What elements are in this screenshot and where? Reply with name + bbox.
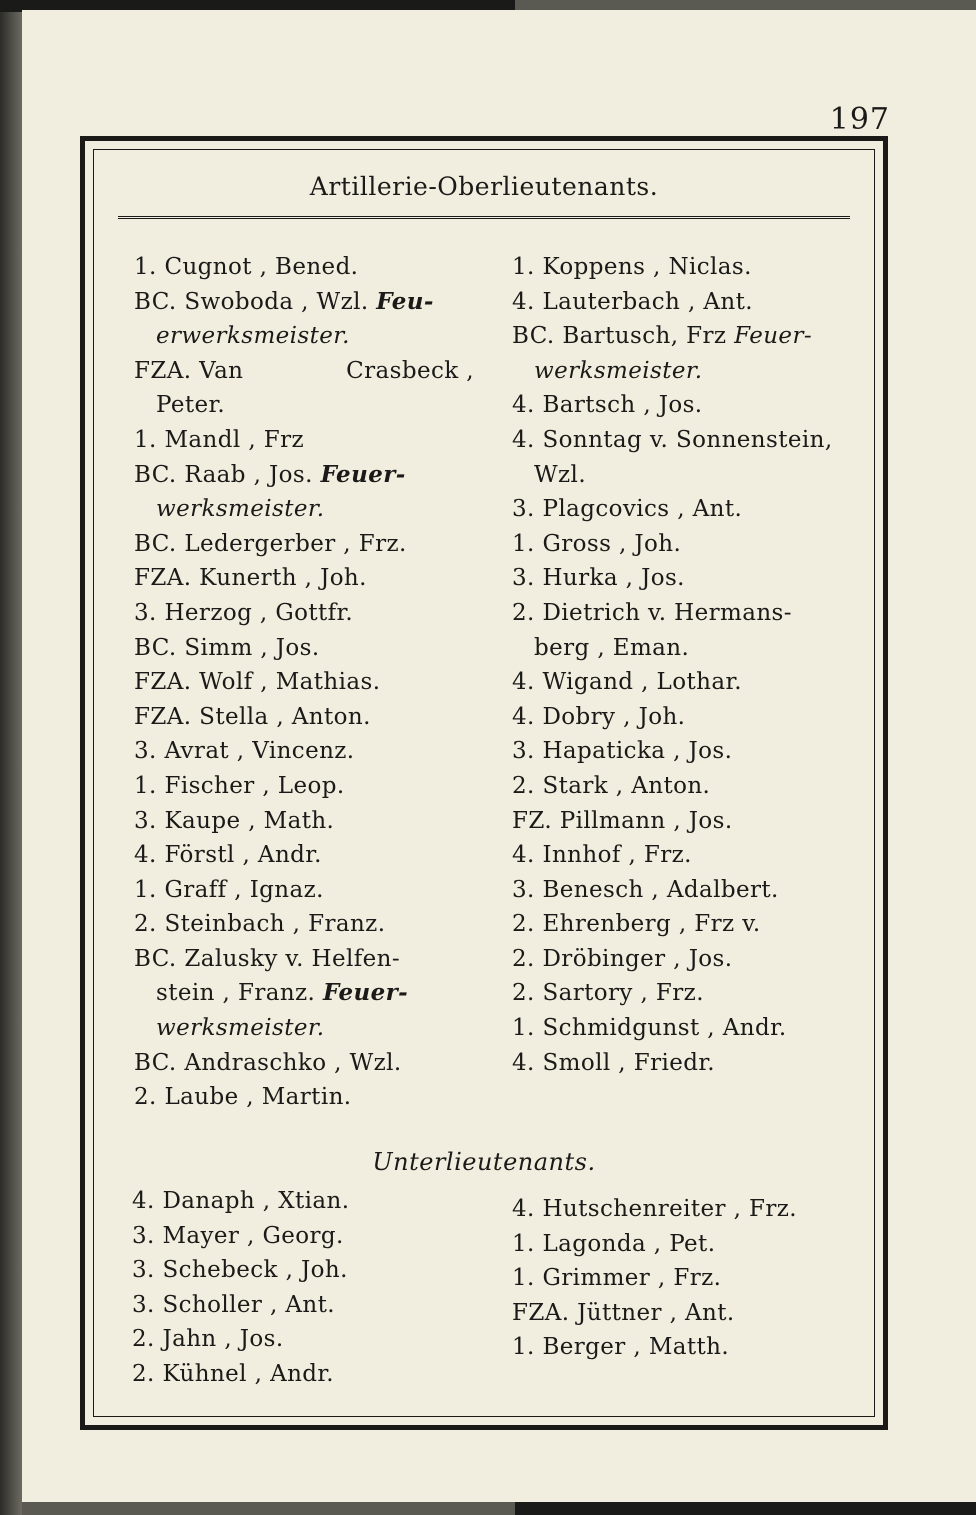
entry-text: 1. Mandl , Frz xyxy=(134,426,305,453)
entry-text: BC. Raab , Jos. xyxy=(134,461,321,488)
entry-text: 2. Dröbinger , Jos. xyxy=(512,945,733,972)
entry-text: 4. Smoll , Friedr. xyxy=(512,1049,715,1076)
entry-line xyxy=(512,1011,892,1046)
entry-line xyxy=(134,838,494,873)
page-number: 197 xyxy=(829,102,890,137)
entry-text: 4. Bartsch , Jos. xyxy=(512,392,703,419)
entry-line xyxy=(134,423,494,458)
entry-text: BC. Bartusch, Frz xyxy=(512,323,735,350)
entry-line xyxy=(512,1261,892,1296)
entry-text: BC. Andraschko , Wzl. xyxy=(134,1049,402,1076)
entry-line xyxy=(512,423,892,458)
entry-line xyxy=(512,458,892,493)
entry-text: 1. Koppens , Niclas. xyxy=(512,254,752,280)
entry-text: 4. Dobry , Joh. xyxy=(512,703,686,730)
entry-text: 3. Hapaticka , Jos. xyxy=(512,738,733,765)
entry-text: Peter. xyxy=(156,392,226,419)
entry-text: 4. Wigand , Lothar. xyxy=(512,669,743,696)
entry-line xyxy=(134,492,494,527)
entry-line xyxy=(134,873,494,908)
entry-text: 3. Herzog , Gottfr. xyxy=(134,599,354,626)
entry-line xyxy=(512,700,892,735)
entry-line xyxy=(512,354,892,389)
entry-line xyxy=(512,561,892,596)
entry-text: 2. Stark , Anton. xyxy=(512,772,711,799)
entry-line xyxy=(134,458,494,493)
entry-text: 1. Gross , Joh. xyxy=(512,530,682,557)
entry-text: 4. Sonntag v. Sonnenstein, xyxy=(512,426,833,453)
entry-text: 2. Dietrich v. Hermans- xyxy=(512,599,792,626)
unterlieutenants-left-column xyxy=(132,1184,492,1392)
entry-line xyxy=(512,907,892,942)
entry-line xyxy=(134,631,494,666)
section-title: Artillerie-Oberlieutenants. xyxy=(309,172,659,201)
entry-text: 3. Hurka , Jos. xyxy=(512,565,685,592)
entry-text: 3. Schebeck , Joh. xyxy=(132,1257,348,1284)
entry-text: 2. Kühnel , Andr. xyxy=(132,1360,334,1387)
entry-line xyxy=(134,1046,494,1081)
entry-text: 1. Schmidgunst , Andr. xyxy=(512,1015,787,1042)
entry-text: stein , Franz. xyxy=(156,980,323,1007)
entry-line xyxy=(512,527,892,562)
entry-text: 1. Lagonda , Pet. xyxy=(512,1230,716,1257)
book-page xyxy=(22,10,976,1502)
entry-line xyxy=(512,769,892,804)
list-frame-inner xyxy=(93,149,875,1417)
entry-text: 4. Danaph , Xtian. xyxy=(132,1188,350,1214)
entry-text: 3. Avrat , Vincenz. xyxy=(134,738,355,765)
entry-text: FZA. Van Crasbeck , xyxy=(134,357,474,384)
entry-line xyxy=(512,838,892,873)
entry-line xyxy=(134,942,494,977)
entry-line xyxy=(134,250,494,285)
entry-text: FZA. Wolf , Mathias. xyxy=(134,669,381,696)
entry-line xyxy=(132,1184,492,1219)
entry-line xyxy=(134,1080,494,1115)
entry-line xyxy=(512,976,892,1011)
entry-line xyxy=(134,976,494,1011)
entry-text: 1. Grimmer , Frz. xyxy=(512,1265,722,1292)
entry-text: 1. Graff , Ignaz. xyxy=(134,876,324,903)
entry-line xyxy=(512,319,892,354)
entry-text: 2. Jahn , Jos. xyxy=(132,1326,284,1353)
entry-line xyxy=(134,388,494,423)
entry-text: 2. Laube , Martin. xyxy=(134,1084,352,1111)
entry-line xyxy=(134,907,494,942)
entry-text: 3. Plagcovics , Ant. xyxy=(512,496,743,523)
entry-line xyxy=(134,561,494,596)
entry-text: BC. Simm , Jos. xyxy=(134,634,320,661)
entry-text: BC. Zalusky v. Helfen- xyxy=(134,945,401,972)
entry-title-italic: werksmeister. xyxy=(156,496,325,523)
entry-line xyxy=(132,1253,492,1288)
entry-line xyxy=(134,769,494,804)
entry-title-italic: Feuer- xyxy=(734,323,813,350)
title-rule xyxy=(118,216,850,219)
entry-line xyxy=(512,596,892,631)
entry-line xyxy=(512,1192,892,1227)
entry-text: 2. Ehrenberg , Frz v. xyxy=(512,911,761,938)
oberlieutenants-left-column xyxy=(134,250,494,1115)
entry-line xyxy=(134,319,494,354)
entry-title-italic: Feuer- xyxy=(322,979,409,1007)
entry-line xyxy=(132,1322,492,1357)
entry-text: berg , Eman. xyxy=(534,634,690,661)
entry-text: 3. Scholler , Ant. xyxy=(132,1291,335,1318)
entry-text: 4. Lauterbach , Ant. xyxy=(512,288,753,315)
oberlieutenants-right-column xyxy=(512,250,892,1080)
entry-line xyxy=(134,354,494,389)
entry-text: 3. Kaupe , Math. xyxy=(134,807,335,834)
list-frame xyxy=(80,136,888,1430)
entry-line xyxy=(512,873,892,908)
entry-title-italic: werksmeister. xyxy=(156,1015,325,1042)
entry-line xyxy=(134,527,494,562)
entry-text: Wzl. xyxy=(534,461,587,488)
book-spine-shadow xyxy=(0,0,22,1515)
entry-text: BC. Swoboda , Wzl. xyxy=(134,288,377,315)
entry-text: FZ. Pillmann , Jos. xyxy=(512,807,733,834)
entry-line xyxy=(512,804,892,839)
entry-title-italic: Feu- xyxy=(376,287,434,315)
entry-line xyxy=(512,250,892,285)
entry-line xyxy=(134,1011,494,1046)
entry-line xyxy=(512,631,892,666)
entry-line xyxy=(512,1227,892,1262)
entry-line xyxy=(132,1219,492,1254)
scan-edge-bottom xyxy=(515,1502,976,1515)
entry-line xyxy=(512,388,892,423)
entry-line xyxy=(512,1330,892,1365)
entry-line xyxy=(134,665,494,700)
entry-text: BC. Ledergerber , Frz. xyxy=(134,530,407,557)
entry-line xyxy=(512,285,892,320)
entry-line xyxy=(132,1357,492,1392)
entry-title-italic: erwerksmeister. xyxy=(156,323,350,350)
entry-line xyxy=(512,942,892,977)
entry-line xyxy=(132,1288,492,1323)
entry-line xyxy=(134,596,494,631)
entry-text: 1. Fischer , Leop. xyxy=(134,772,345,799)
entry-line xyxy=(512,1296,892,1331)
entry-text: 1. Berger , Matth. xyxy=(512,1334,730,1361)
entry-text: 2. Sartory , Frz. xyxy=(512,980,704,1007)
entry-line xyxy=(134,734,494,769)
entry-text: 3. Mayer , Georg. xyxy=(132,1222,344,1249)
entry-line xyxy=(134,700,494,735)
entry-text: FZA. Kunerth , Joh. xyxy=(134,565,367,592)
entry-text: 2. Steinbach , Franz. xyxy=(134,911,386,938)
entry-text: 4. Förstl , Andr. xyxy=(134,842,322,869)
unterlieutenants-right-column xyxy=(512,1192,892,1365)
entry-text: 4. Innhof , Frz. xyxy=(512,842,692,869)
entry-title-italic: werksmeister. xyxy=(534,357,703,384)
entry-line xyxy=(512,734,892,769)
entry-text: 3. Benesch , Adalbert. xyxy=(512,876,779,903)
entry-line xyxy=(512,492,892,527)
entry-text: FZA. Jüttner , Ant. xyxy=(512,1299,735,1326)
subsection-title: Unterlieutenants. xyxy=(372,1148,596,1176)
entry-text: FZA. Stella , Anton. xyxy=(134,703,371,730)
entry-line xyxy=(134,285,494,320)
entry-line xyxy=(512,1046,892,1081)
entry-text: 4. Hutschenreiter , Frz. xyxy=(512,1196,798,1222)
entry-title-italic: Feuer- xyxy=(320,460,406,488)
entry-line xyxy=(512,665,892,700)
entry-line xyxy=(134,804,494,839)
entry-text: 1. Cugnot , Bened. xyxy=(134,254,359,280)
